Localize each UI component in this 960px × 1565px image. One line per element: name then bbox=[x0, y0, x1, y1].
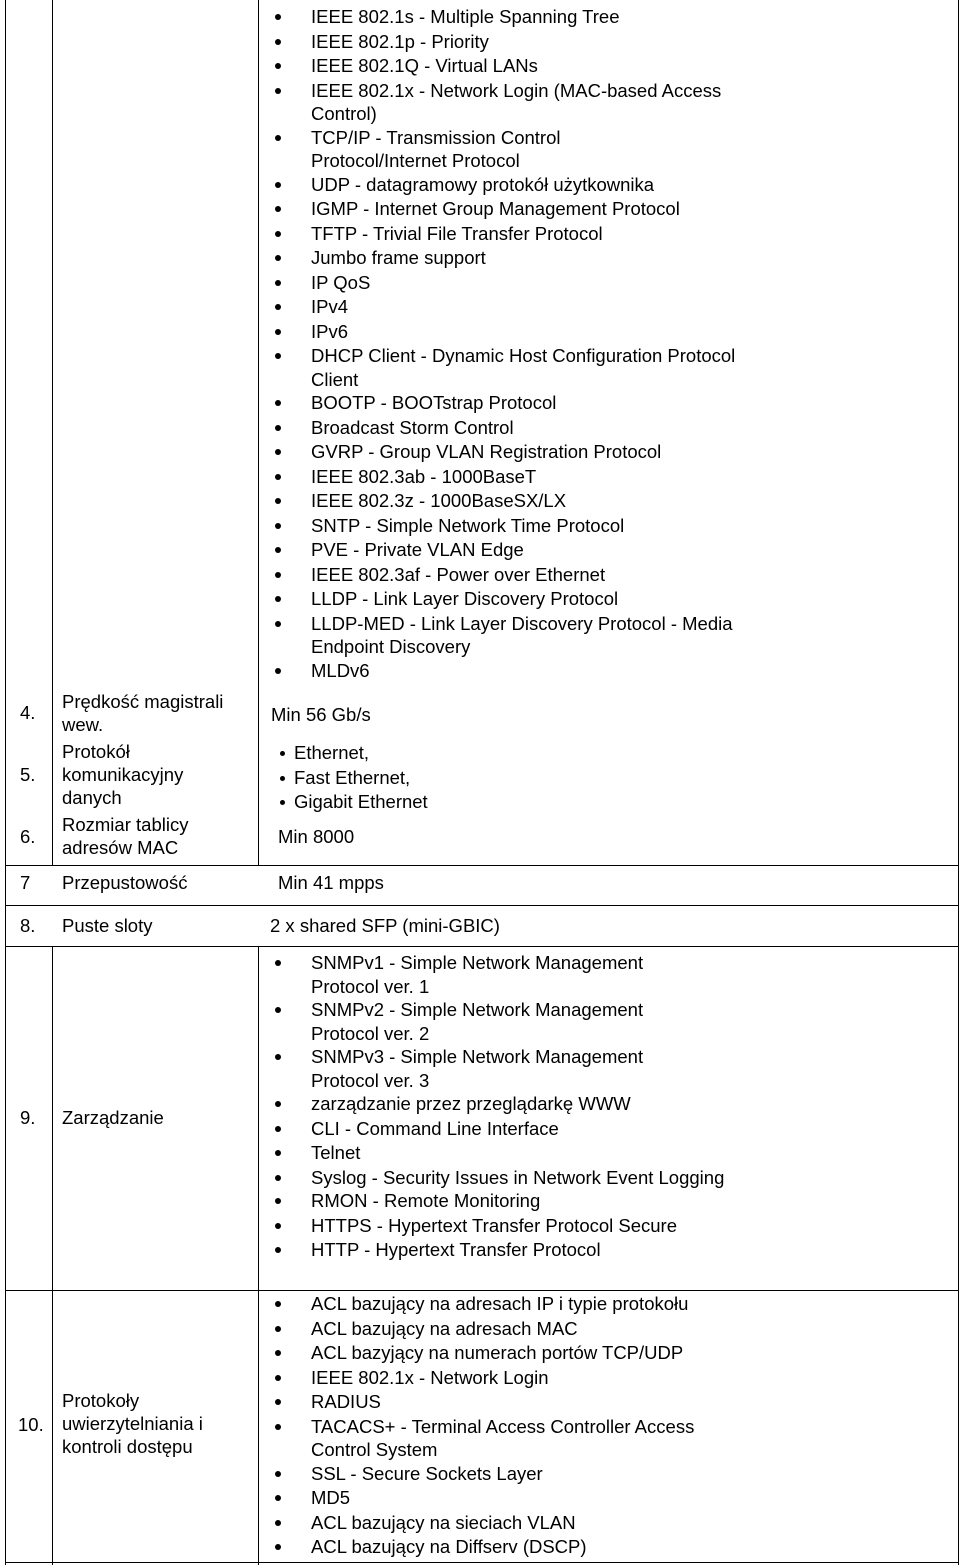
row-value: Min 56 Gb/s bbox=[271, 704, 371, 725]
list-item bbox=[271, 126, 641, 173]
communication-protocol-list bbox=[280, 741, 428, 815]
row-divider bbox=[5, 1290, 958, 1291]
list-item-text: Syslog - Security Issues in Network Event Logging bbox=[311, 1166, 725, 1188]
list-item: LLDP - Link Layer Discovery Protocol bbox=[271, 587, 751, 612]
list-item bbox=[271, 1166, 731, 1190]
list-item: ACL bazujący na adresach MAC bbox=[271, 1317, 711, 1342]
table-border-bottom bbox=[5, 1562, 958, 1563]
list-item: ACL bazujący na Diffserv (DSCP) bbox=[271, 1535, 711, 1560]
list-item: Telnet bbox=[271, 1141, 731, 1166]
row-value: 2 x shared SFP (mini-GBIC) bbox=[270, 915, 500, 936]
list-item: IPv4 bbox=[271, 295, 751, 320]
row-number: 8. bbox=[20, 915, 36, 936]
list-item-text: SNMPv1 - Simple Network Management Protocol ver. 1 bbox=[311, 952, 644, 997]
list-item: MD5 bbox=[271, 1486, 711, 1511]
list-item: TFTP - Trivial File Transfer Protocol bbox=[271, 222, 751, 247]
row-divider bbox=[5, 865, 958, 866]
row-divider bbox=[5, 946, 958, 947]
list-item: IGMP - Internet Group Management Protocol bbox=[271, 197, 751, 222]
row-number: 5. bbox=[20, 764, 36, 785]
row-label: Zarządzanie bbox=[62, 1107, 164, 1128]
list-item: Fast Ethernet, bbox=[280, 766, 428, 791]
list-item bbox=[271, 951, 711, 998]
row-number: 9. bbox=[20, 1107, 36, 1128]
list-item-text: SNMPv3 - Simple Network Management Protocol ver. 3 bbox=[311, 1046, 644, 1091]
row-label: Prędkość magistrali wew. bbox=[62, 691, 224, 735]
access-control-list bbox=[271, 1292, 711, 1560]
list-item bbox=[271, 612, 751, 659]
list-item bbox=[271, 79, 731, 126]
row-label: Przepustowość bbox=[62, 872, 188, 893]
list-item bbox=[271, 344, 751, 391]
list-item: PVE - Private VLAN Edge bbox=[271, 538, 751, 563]
column-divider-label bbox=[258, 946, 259, 1565]
row-value: Min 8000 bbox=[278, 826, 355, 847]
list-item bbox=[271, 998, 711, 1045]
list-item: HTTP - Hypertext Transfer Protocol bbox=[271, 1238, 731, 1263]
list-item: IEEE 802.3z - 1000BaseSX/LX bbox=[271, 489, 751, 514]
list-item-text: TCP/IP - Transmission Control Protocol/Internet Protocol bbox=[311, 126, 561, 171]
list-item-text: SNMPv2 - Simple Network Management Protocol ver. 2 bbox=[311, 999, 644, 1044]
list-item: IP QoS bbox=[271, 271, 751, 296]
row-label: Protokoły uwierzytelniania i kontroli dostępu bbox=[62, 1390, 203, 1457]
list-item bbox=[271, 1045, 711, 1092]
list-item: IPv6 bbox=[271, 320, 751, 345]
list-item: ACL bazujący na sieciach VLAN bbox=[271, 1511, 711, 1536]
list-item bbox=[271, 1415, 711, 1462]
list-item: CLI - Command Line Interface bbox=[271, 1117, 731, 1142]
list-item: Gigabit Ethernet bbox=[280, 790, 428, 815]
table-border-right bbox=[958, 0, 959, 1565]
list-item: GVRP - Group VLAN Registration Protocol bbox=[271, 440, 751, 465]
list-item: IEEE 802.3af - Power over Ethernet bbox=[271, 563, 751, 588]
list-item: SNTP - Simple Network Time Protocol bbox=[271, 514, 751, 539]
list-item: IEEE 802.1p - Priority bbox=[271, 30, 751, 55]
list-item-text: IEEE 802.1x - Network Login (MAC-based Access Control) bbox=[311, 79, 722, 124]
list-item: Ethernet, bbox=[280, 741, 428, 766]
list-item: MLDv6 bbox=[271, 659, 751, 684]
row-number: 4. bbox=[20, 702, 36, 723]
list-item: RADIUS bbox=[271, 1390, 711, 1415]
list-item-text: TACACS+ - Terminal Access Controller Access Control System bbox=[311, 1415, 695, 1460]
row-number: 6. bbox=[20, 826, 36, 847]
list-item-text: DHCP Client - Dynamic Host Configuration Protocol Client bbox=[311, 345, 736, 390]
row-number: 10. bbox=[18, 1414, 44, 1435]
row-label: Puste sloty bbox=[62, 915, 153, 936]
list-item-text: LLDP-MED - Link Layer Discovery Protocol - Media Endpoint Discovery bbox=[311, 612, 733, 657]
list-item: RMON - Remote Monitoring bbox=[271, 1189, 731, 1214]
protocol-list bbox=[271, 5, 751, 683]
row-divider bbox=[5, 905, 958, 906]
row-value: Min 41 mpps bbox=[278, 872, 384, 893]
list-item: SSL - Secure Sockets Layer bbox=[271, 1462, 711, 1487]
column-divider-label bbox=[258, 0, 259, 865]
list-item: Jumbo frame support bbox=[271, 246, 751, 271]
table-border-left bbox=[5, 0, 6, 1565]
row-label: Protokół komunikacyjny danych bbox=[62, 741, 184, 808]
list-item: zarządzanie przez przeglądarkę WWW bbox=[271, 1092, 731, 1117]
column-divider-num bbox=[52, 0, 53, 865]
list-item: IEEE 802.1x - Network Login bbox=[271, 1366, 711, 1391]
list-item: IEEE 802.1Q - Virtual LANs bbox=[271, 54, 751, 79]
column-divider-num bbox=[52, 946, 53, 1565]
list-item: ACL bazyjący na numerach portów TCP/UDP bbox=[271, 1341, 711, 1366]
list-item: IEEE 802.1s - Multiple Spanning Tree bbox=[271, 5, 751, 30]
list-item: ACL bazujący na adresach IP i typie protokołu bbox=[271, 1292, 711, 1317]
list-item: UDP - datagramowy protokół użytkownika bbox=[271, 173, 751, 198]
list-item: BOOTP - BOOTstrap Protocol bbox=[271, 391, 751, 416]
row-label: Rozmiar tablicy adresów MAC bbox=[62, 814, 189, 858]
list-item: Broadcast Storm Control bbox=[271, 416, 751, 441]
management-list bbox=[271, 951, 731, 1263]
list-item: HTTPS - Hypertext Transfer Protocol Secure bbox=[271, 1214, 731, 1239]
list-item: IEEE 802.3ab - 1000BaseT bbox=[271, 465, 751, 490]
row-number: 7 bbox=[20, 872, 31, 893]
